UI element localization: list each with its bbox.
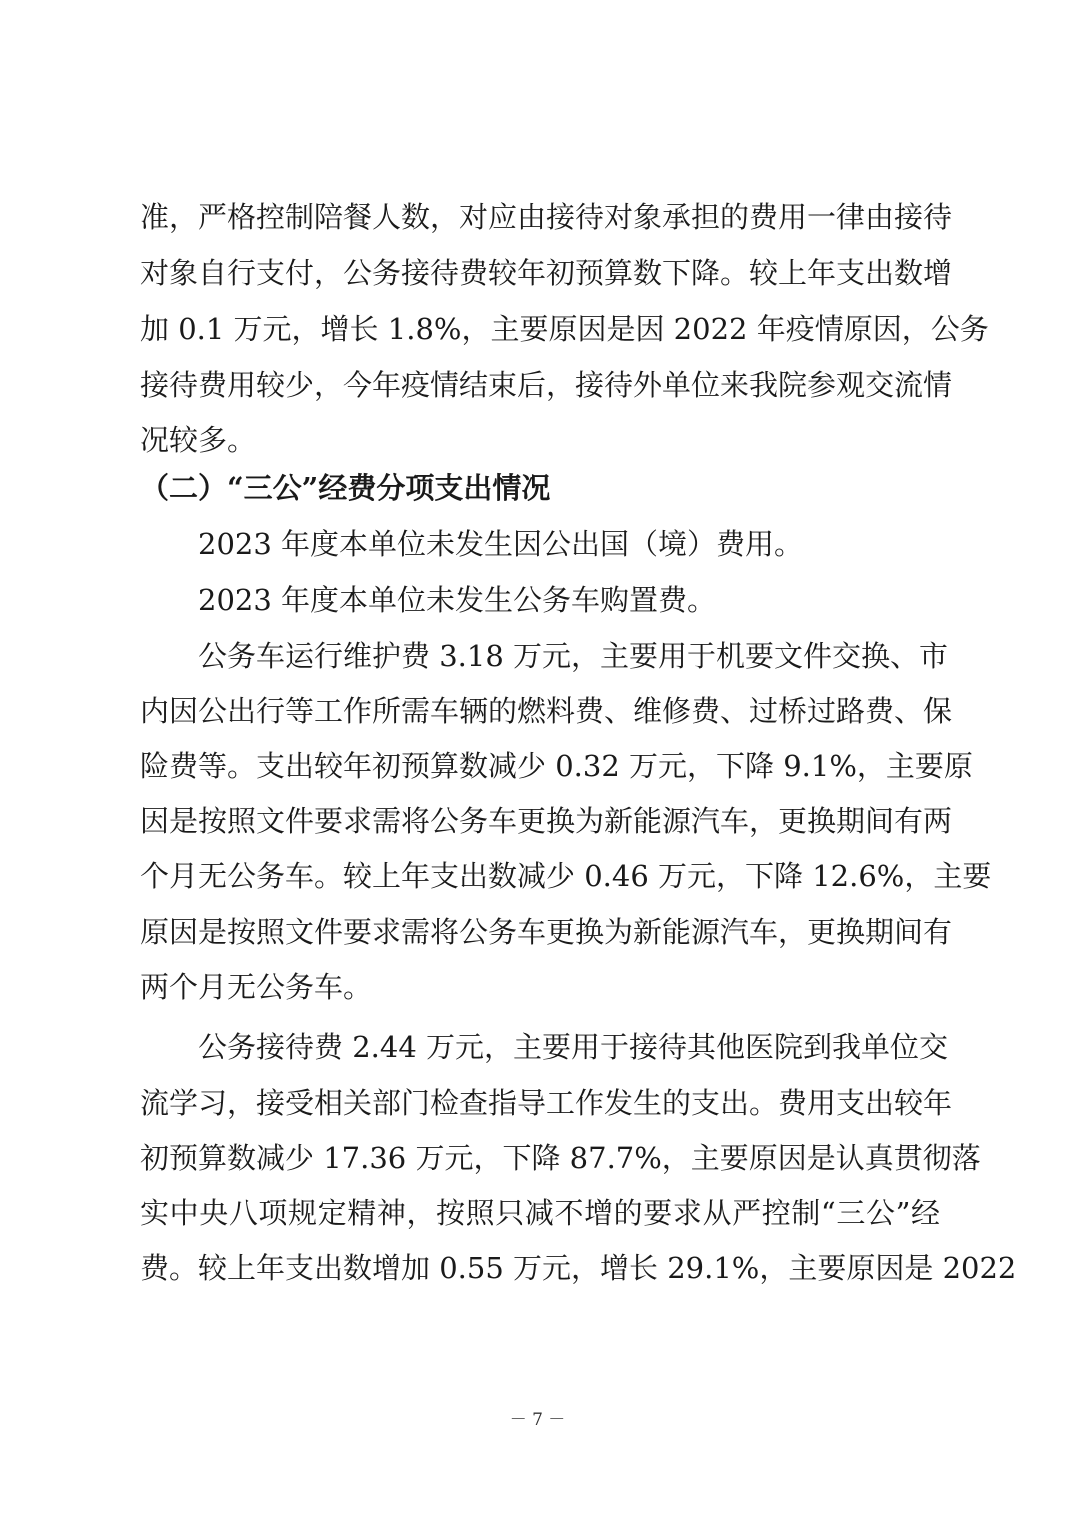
paragraph-line: 流学习，接受相关部门检查指导工作发生的支出。费用支出较年: [140, 1086, 953, 1120]
paragraph-line: 况较多。: [140, 423, 257, 457]
paragraph-line: 2023 年度本单位未发生因公出国（境）费用。: [198, 527, 804, 561]
paragraph-line: 初预算数减少 17.36 万元，下降 87.7%，主要原因是认真贯彻落: [140, 1141, 981, 1175]
paragraph-line: 原因是按照文件要求需将公务车更换为新能源汽车，更换期间有: [140, 915, 953, 949]
paragraph-line: 因是按照文件要求需将公务车更换为新能源汽车，更换期间有两: [140, 804, 953, 838]
paragraph-line: 对象自行支付，公务接待费较年初预算数下降。较上年支出数增: [140, 256, 953, 290]
paragraph-line: 内因公出行等工作所需车辆的燃料费、维修费、过桥过路费、保: [140, 694, 953, 728]
paragraph-line: 两个月无公务车。: [140, 970, 373, 1004]
page-number: － 7 －: [509, 1410, 566, 1430]
paragraph-line: 险费等。支出较年初预算数减少 0.32 万元，下降 9.1%，主要原: [140, 749, 973, 783]
paragraph-line: 加 0.1 万元，增长 1.8%，主要原因是因 2022 年疫情原因，公务: [140, 312, 989, 346]
paragraph-line: 接待费用较少，今年疫情结束后，接待外单位来我院参观交流情: [140, 368, 953, 402]
paragraph-line: 准，严格控制陪餐人数，对应由接待对象承担的费用一律由接待: [140, 200, 953, 234]
paragraph-line: 公务车运行维护费 3.18 万元，主要用于机要文件交换、市: [198, 639, 949, 673]
paragraph-line: 实中央八项规定精神，按照只减不增的要求从严控制“三公”经: [140, 1196, 940, 1230]
paragraph-line: 费。较上年支出数增加 0.55 万元，增长 29.1%，主要原因是 2022: [140, 1251, 1017, 1285]
paragraph-line: 个月无公务车。较上年支出数减少 0.46 万元，下降 12.6%，主要: [140, 859, 992, 893]
paragraph-line: 公务接待费 2.44 万元，主要用于接待其他医院到我单位交: [198, 1030, 949, 1064]
section-heading: （二）“三公”经费分项支出情况: [140, 471, 551, 505]
paragraph-line: 2023 年度本单位未发生公务车购置费。: [198, 583, 717, 617]
